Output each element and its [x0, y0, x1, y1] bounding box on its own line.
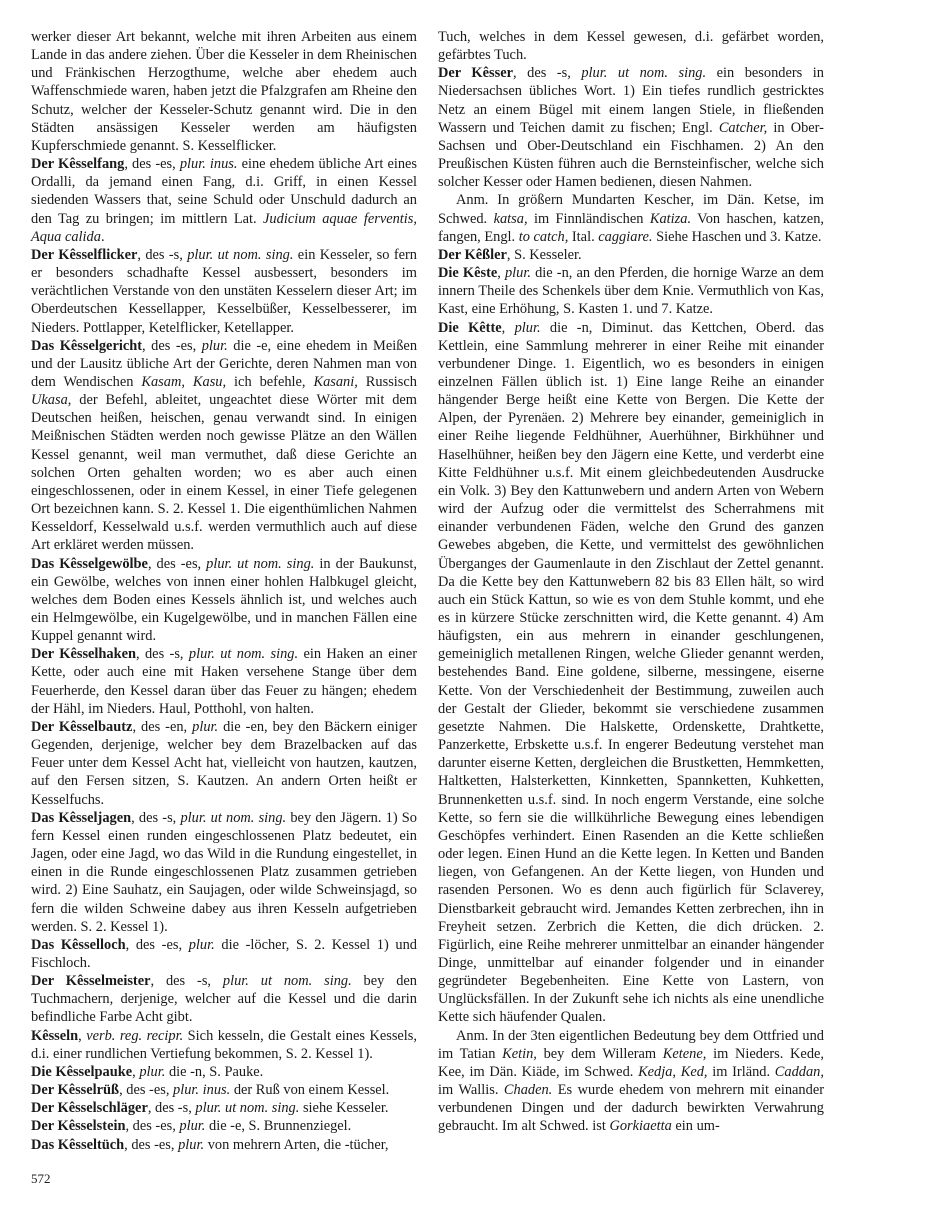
entry-text: , des -es, [124, 1136, 179, 1153]
italic-text: Kedja, Ked, [638, 1063, 708, 1080]
italic-text: plur. [192, 718, 219, 735]
entry-text: die -en, bey den Bäckern einiger Gegenden, derjenige, welcher bey dem Brazelbacken auf das Feuer unter dem Kessel Acht hat, vielleicht von hautzen, kautzen, auf den Fersen sitzen, S. Kautzen. An andern Orten heißt er Kesselfuchs. [31, 718, 417, 808]
dictionary-entry [31, 28, 417, 155]
dictionary-entry [31, 972, 417, 1026]
headword: Die Kêtte [438, 319, 502, 336]
headword: Das Kêsselloch [31, 936, 126, 953]
headword: Der Kêsselbautz [31, 718, 133, 735]
dictionary-entry [438, 64, 824, 191]
entry-text: die -löcher, S. 2. Kessel 1) und Fischloch. [31, 936, 417, 971]
entry-text: ein Kesseler, so fern er besonders schadhafte Kessel ausbessert, besonders im verächtlichen Verstande von den unstäten Kesselern dieser Art; im Oberdeutschen Kessellapper, Kesselbüßer, Kesselbesserer, im Nieders. Pottlapper, Ketelflicker, Ketellapper. [31, 246, 417, 336]
dictionary-entry [31, 155, 417, 246]
entry-text: Tuch, welches in dem Kessel gewesen, d.i. gefärbet worden, gefärbtes Tuch. [438, 29, 824, 64]
italic-text: plur. [201, 337, 228, 354]
italic-text: plur. [139, 1063, 166, 1080]
italic-text: plur. [178, 1136, 205, 1153]
entry-text: Anm. In der 3ten eigentlichen Bedeutung bey dem Ottfried und im Tatian [438, 1027, 824, 1062]
dictionary-entry [438, 319, 824, 1027]
entry-text: ein um- [671, 1118, 720, 1135]
dictionary-entry [31, 1081, 417, 1099]
italic-text: Kasam, Kasu, [141, 373, 227, 390]
dictionary-entry [438, 264, 824, 318]
entry-text: in der Baukunst, ein Gewölbe, welches von innen einer hohlen Halbkugel gleicht, welches dem Boden eines Kessels ähnlich ist, und welches auch ein Helmgewölbe, ein Kugelgewölbe, und in manchen Fällen eine Kuppel genannt wird. [31, 555, 418, 645]
italic-text: Katiza. [649, 210, 692, 227]
entry-text: von mehrern Arten, die -tücher, [204, 1136, 389, 1153]
entry-text: Siehe Haschen und 3. Katze. [652, 228, 822, 245]
italic-text: plur. [514, 319, 541, 336]
italic-text: plur. [504, 265, 531, 282]
headword: Die Kêsselpauke [31, 1063, 133, 1080]
italic-text: plur. ut nom. sing. [222, 973, 352, 990]
headword: Der Kêsselmeister [31, 973, 151, 990]
entry-text: , [78, 1027, 87, 1044]
entry-text: Ital. [568, 228, 599, 245]
dictionary-entry [31, 1136, 417, 1154]
dictionary-entry [31, 337, 417, 555]
italic-text: plur. [179, 1118, 206, 1135]
italic-text: plur. ut nom. sing. [180, 809, 287, 826]
entry-text: , des -s, [131, 809, 181, 826]
dictionary-entry [31, 645, 417, 718]
italic-text: plur. ut nom. sing. [195, 1100, 300, 1117]
dictionary-entry [31, 936, 417, 972]
italic-text: plur. ut nom. sing. [581, 65, 707, 82]
dictionary-entry [31, 809, 417, 936]
headword: Der Kêsselflicker [31, 246, 138, 263]
dictionary-entry [31, 1063, 417, 1081]
italic-text: plur. ut nom. sing. [187, 246, 294, 263]
italic-text: Gorkiaetta [609, 1118, 672, 1135]
entry-text: , des -es, [125, 936, 189, 953]
headword: Der Kêsselstein [31, 1118, 126, 1135]
italic-text: plur. ut nom. sing. [206, 555, 315, 572]
entry-text: im Nieders. Kede, Kee, im Dän. Kiäde, im Schwed. [438, 1045, 824, 1080]
headword: Der Kêsselfang [31, 156, 125, 173]
dictionary-entry [438, 1027, 824, 1136]
entry-text: , [132, 1063, 140, 1080]
entry-text: , des -es, [124, 156, 180, 173]
italic-text: Ketin, [502, 1045, 537, 1062]
italic-text: Ketene, [662, 1045, 707, 1062]
entry-text: die -n, S. Pauke. [165, 1063, 264, 1080]
entry-text: siehe Kesseler. [299, 1100, 389, 1117]
entry-text: die -n, an den Pferden, die hornige Warze an dem innern Theile des Schenkels über dem Knie. Vermuthlich von Kas, Kast, eine Erhöhung, S. Kasten 1. und 7. Katze. [438, 265, 825, 318]
italic-text: Kasani, [313, 373, 358, 390]
italic-text: Chaden. [503, 1082, 553, 1099]
dictionary-entry [31, 718, 417, 809]
entry-text: . [100, 228, 105, 245]
entry-text: werker dieser Art bekannt, welche mit ihren Arbeiten aus einem Lande in das andere ziehen. Über die Kesseler in dem Rheinischen und Fränkischen Herzogthume, welche aber ehedem auch Waffenschmiede waren, haben jetzt die Pfalzgrafen am Rheine den Schutz, welcher der Kesseler-Schutz genannt wird. Die in den Städten ansässigen Kesseler werden am häufigsten Kupferschmiede genannt. S. Kesselflicker. [31, 29, 417, 154]
italic-text: Catcher, [718, 119, 768, 136]
entry-text: eine ehedem übliche Art eines Ordalli, da jemand einen Fang, d.i. Griff, in einen Kessel siedenden Wassers that, seine Schuld oder Unschuld dadurch an den Tag zu bringen; im mittlern Lat. [31, 156, 418, 227]
entry-text: , des -s, [513, 65, 582, 82]
italic-text: plur. inus. [173, 1082, 231, 1099]
dictionary-entry [31, 1117, 417, 1135]
headword: Das Kêsseltüch [31, 1136, 125, 1153]
italic-text: Judicium aquae ferventis, Aqua calida [31, 210, 417, 245]
entry-text: der Ruß von einem Kessel. [230, 1082, 390, 1099]
headword: Das Kêsselgewölbe [31, 555, 148, 572]
entry-text: im Wallis. [438, 1082, 504, 1099]
headword: Der Kêßler [438, 246, 507, 263]
entry-text: Anm. In größern Mundarten Kescher, im Dän. Ketse, im Schwed. [438, 192, 824, 227]
italic-text: plur. [188, 936, 215, 953]
entry-text: bey den Tuchmachern, derjenige, welcher auf die Kessel und die darin befindliche Farbe Acht gibt. [31, 973, 417, 1026]
entry-text: ein Haken an einer Kette, oder auch eine mit Haken versehene Stange über dem Feuerherde, den Kessel daran über das Feuer zu hängen; ehedem der Hähl, im Nieders. Haul, Potthohl, von halten. [31, 646, 417, 717]
italic-text: caggiare. [598, 228, 653, 245]
headword: Die Kêste [438, 265, 498, 282]
italic-text: verb. reg. recipr. [86, 1027, 184, 1044]
entry-text: , des -s, [136, 646, 189, 663]
entry-text: Sich kesseln, die Gestalt eines Kessels, d.i. einer rundlichen Vertiefung bekommen, S. 2. Kessel 1). [31, 1027, 418, 1062]
entry-text: in Ober-Sachsen und Ober-Deutschland ein Fischhamen. 2) An den Preußischen Küsten führen auch die Bernsteinfischer, welche sich solcher Kesser oder Hamen bedienen, diesen Nahmen. [438, 119, 824, 191]
entry-text: , des -s, [137, 246, 188, 263]
entry-text: der Befehl, ableitet, ungeachtet diese Wörter mit dem Deutschen heißen, heischen, genau verwandt sind. In einigen Meißnischen Städten werden noch gewisse Plätze an den Wällen Kessel genannt, weil man vermuthet, daß diese Gerichte an solchen Orten gehalten worden; wo es aber auch einen eingeschlossenen, oder in einem Kessel, in einer Tiefe gelegenen Ort bezeichnen kann. S. 2. Kessel 1. Die eigenthümlichen Nahmen Kesseldorf, Kesselwald u.s.f. werden vermuthlich auch auf diese Art erkläret werden müssen. [31, 392, 417, 554]
entry-text: , S. Kesseler. [506, 246, 582, 263]
dictionary-entry [438, 191, 824, 245]
italic-text: Caddan, [774, 1063, 824, 1080]
entry-text: die -e, eine ehedem in Meißen und der Lausitz übliche Art der Gerichte, deren Nahmen man von dem Wendischen [31, 337, 418, 390]
entry-text: , des -es, [147, 555, 207, 572]
headword: Das Kêsseljagen [31, 809, 132, 826]
entry-text: die -n, Diminut. das Kettchen, Oberd. das Kettlein, eine Sammlung mehrerer in einer Reihe mit einander verbundener Dinge. 1. Eigentlich, wo es besonders in einigen einzelnen Fällen üblich ist. 1) Eine lange Reihe an einander hängender Berge heißt eine Kette von Bergen. Die Kette der Alpen, der Pyrenäen. 2) Mehrere bey einander, gemeiniglich in einer Reihe liegende Feldhühner, Auerhühner, Birkhühner und Haselhühner, heißen bey den Jägern eine Kette, und verderbt eine Kitte Feldhühner u.s.f. Mit einem gleichbedeutenden Ausdrucke ein Volk. 3) Bey den Kattunwebern und andern Arten von Webern wird der Aufzug oder die vermittelst des Scherrahmens mit einander verbundenen Fäden, welche den Grund des ganzen Gewebes abgeben, die Kette, und vermittelst des gewöhnlichen Überganges der Gaumenlaute in den Zischlaut der Zettel genannt. Da die Kette bey den Kattunwebern 82 bis 83 Ellen hält, so wird auch ein Stück Kattun, so wie es von dem Stuhle kommt, und ehe es in kürzere Stücke zerschnitten wird, die Kette genannt. 4) Am häufigsten, ein aus mehrern in einander geschlungenen, gemeiniglich metallenen Ringen, welche Glieder genannt werden, bestehendes Band. Eine goldene, silberne, messingene, eiserne Kette. Von der Verschiedenheit der Bestimmung, zuweilen auch der Gestalt der Glieder, bekommt sie verschiedene zusammen gesetzte Nahmen. Die Halskette, Ordenskette, Drahtkette, Panzerkette, Erbskette u.s.f. In engerer Bedeutung verstehet man darunter eiserne Ketten, dergleichen die Brustketten, Hemmketten, Haltketten, Halsterketten, Kinnketten, Spannketten, Kuhketten, Brunnenketten u.s.f. sind. In noch engerm Verstande, eine solche Kette, so fern sie die willkührliche Bewegung eines lebendigen Geschöpfes verhindert. Einen Rasenden an die Kette schließen oder legen. Einen Hund an die Kette legen. In Ketten und Banden liegen, von Gefangenen. An der Kette liegen, von Hunden und rasenden Personen. Wo es denn auch figürlich für Sclaverey, Dienstbarkeit gebraucht wird. Jemandes Ketten zerbrechen, ihn in Freyheit setzen. Zerbrich die Ketten, die dich drücken. 2. Figürlich, eine Reihe mehrerer unmittelbar an einander hängender Dinge, unmittelbar auf einander folgender und in einander gegründeter Begebenheiten. Eine Kette von Lastern, von Unglücksfällen. In der Zukunft sehe ich nichts als eine unendliche Kette sich häufender Qualen. [438, 319, 824, 1026]
dictionary-entry [438, 246, 824, 264]
page-number: 572 [31, 1171, 51, 1186]
entry-text: im Finnländischen [527, 210, 650, 227]
dictionary-entry [31, 1099, 417, 1117]
entry-text: , des -en, [132, 718, 193, 735]
headword: Der Kêsselschläger [31, 1100, 148, 1117]
entry-text: ich befehle, [226, 373, 314, 390]
entry-text: , [497, 265, 505, 282]
headword: Das Kêsselgericht [31, 337, 143, 354]
entry-text: , [501, 319, 515, 336]
entry-text: bey den Jägern. 1) So fern Kessel einen runden eingeschlossenen Platz bedeutet, ein Jagen, oder eine Jagd, wo das Wild in die Rundung eingestellet, in einen in die Runde eingeschlossenen Platz zusammen getrieben wird. 2) Eine Sauhatz, ein Saujagen, oder wilde Schweinsjagd, so fern die wilden Schweine dabey aus ihren Kesseln aufgetrieben werden. S. 2. Kessel 1). [31, 809, 417, 935]
entry-text: , des -es, [119, 1082, 174, 1099]
dictionary-entry [31, 246, 417, 337]
dictionary-entry [31, 555, 417, 646]
italic-text: Ukasa, [31, 392, 72, 409]
italic-text: plur. inus. [179, 156, 238, 173]
italic-text: to catch, [518, 228, 569, 245]
italic-text: plur. ut nom. sing. [188, 646, 299, 663]
entry-text: , des -s, [150, 973, 223, 990]
entry-text: , des -s, [147, 1100, 196, 1117]
italic-text: katsa, [493, 210, 528, 227]
right-column [438, 28, 824, 1136]
headword: Der Kêsselrüß [31, 1082, 120, 1099]
entry-text: Von haschen, katzen, fangen, Engl. [438, 210, 824, 245]
headword: Der Kêsser [438, 65, 513, 82]
dictionary-entry [438, 28, 824, 64]
dictionary-entry [31, 1027, 417, 1063]
entry-text: im Irländ. [707, 1063, 775, 1080]
entry-text: , des -es, [142, 337, 202, 354]
entry-text: bey dem Willeram [536, 1045, 663, 1062]
entry-text: Russisch [357, 373, 417, 390]
headword: Kêsseln [31, 1027, 79, 1044]
entry-text: ein besonders in Niedersachsen übliches Wort. 1) Ein tiefes rundlich gestricktes Netz an einem Bügel mit einem langen Stiele, in fließenden Wassern und Teichen damit zu fischen; Engl. [438, 65, 824, 136]
left-column [31, 28, 417, 1154]
entry-text: Es wurde ehedem von mehrern mit einander verbundenen Dingen und der dadurch bewirkten Verwahrung gebraucht. Im alt Schwed. ist [438, 1082, 824, 1135]
headword: Der Kêsselhaken [31, 646, 137, 663]
entry-text: , des -es, [125, 1118, 180, 1135]
entry-text: die -e, S. Brunnenziegel. [205, 1118, 352, 1135]
